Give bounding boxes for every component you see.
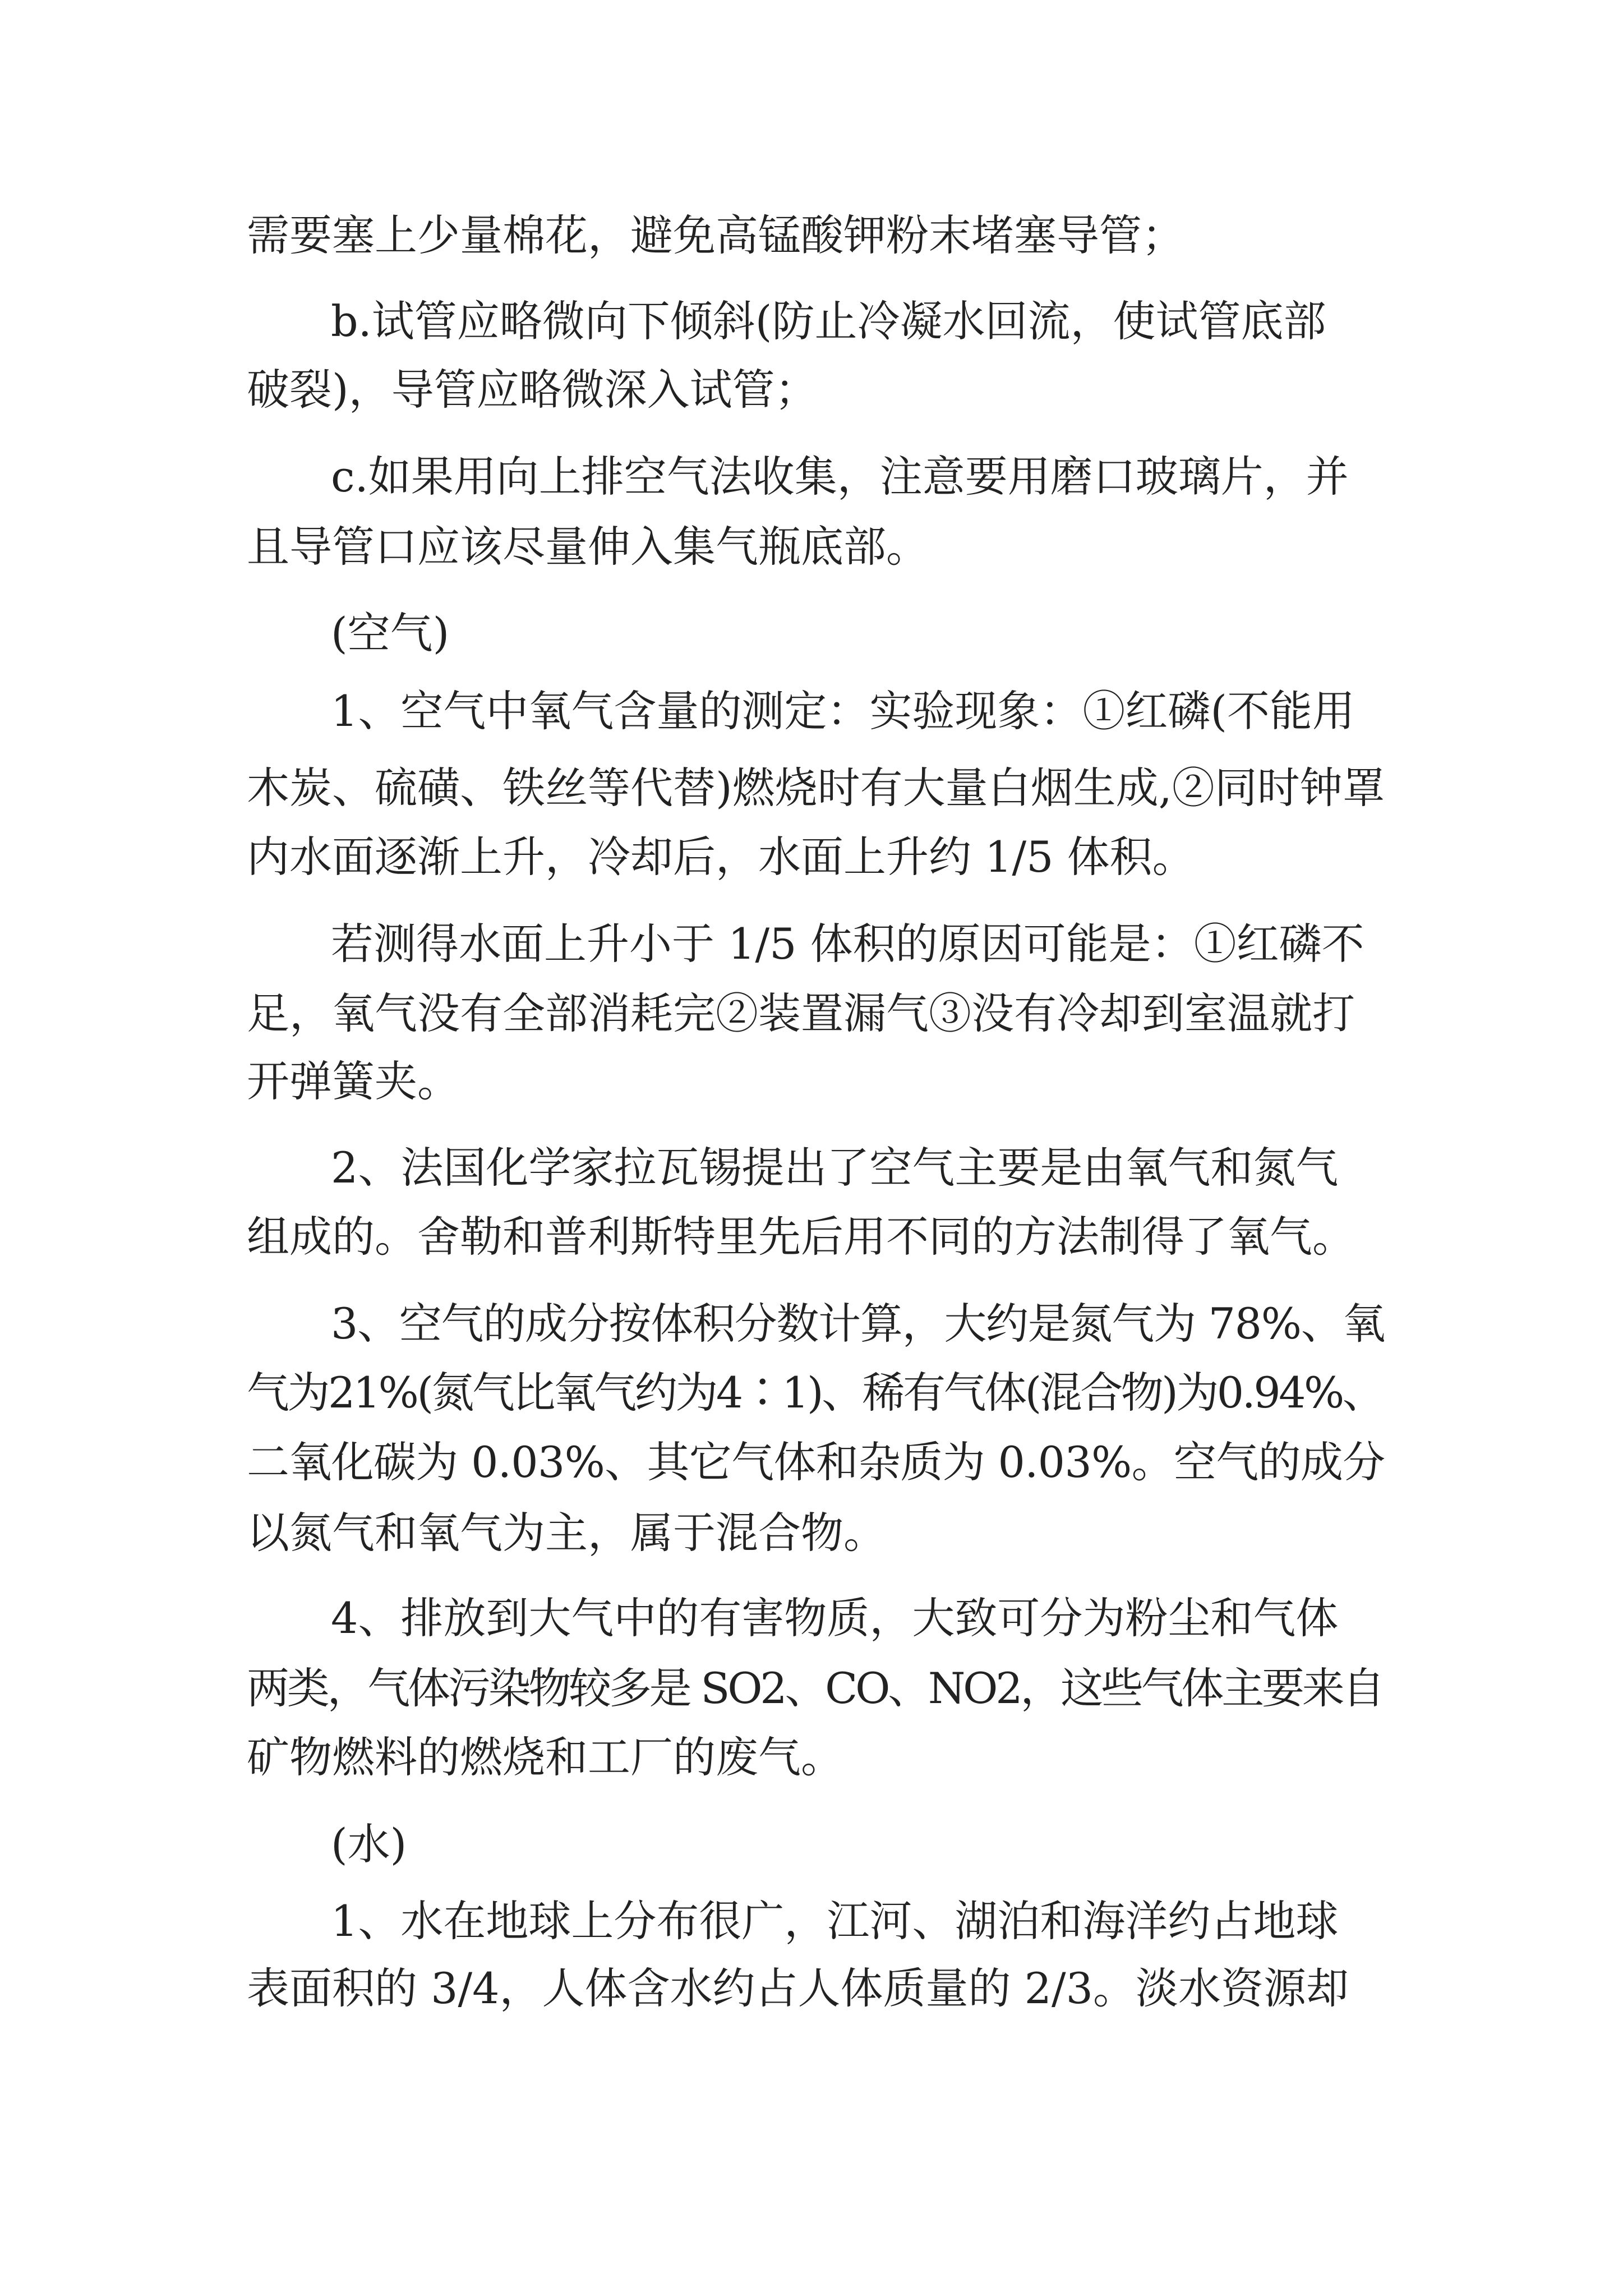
text-line: 木炭、硫磺、铁丝等代替)燃烧时有大量白烟生成,②同时钟罩 [247, 763, 1385, 813]
section-heading: (水) [331, 1819, 407, 1869]
text-line: 需要塞上少量棉花，避免高锰酸钾粉末堵塞导管； [247, 210, 1184, 260]
text-line: 且导管口应该尽量伸入集气瓶底部。 [247, 522, 929, 572]
text-line: 内水面逐渐上升，冷却后，水面上升约 1/5 体积。 [247, 832, 1195, 882]
text-line: 破裂)，导管应略微深入试管； [247, 365, 818, 415]
text-line: 开弹簧夹。 [247, 1056, 460, 1106]
text-line: 两类，气体污染物较多是 SO2、CO、NO2，这些气体主要来自 [247, 1663, 1383, 1713]
text-line: 表面积的 3/4，人体含水约占人体质量的 2/3。淡水资源却 [247, 1963, 1349, 2013]
text-line: 3、空气的成分按体积分数计算，大约是氮气为 78%、氧 [331, 1299, 1385, 1349]
text-line: 足，氧气没有全部消耗完②装置漏气③没有冷却到室温就打 [247, 988, 1355, 1038]
text-line: c.如果用向上排空气法收集，注意要用磨口玻璃片，并 [331, 452, 1349, 501]
text-line: 以氮气和氧气为主，属于混合物。 [247, 1508, 886, 1558]
text-line: 矿物燃料的燃烧和工厂的废气。 [247, 1732, 843, 1782]
text-line: 组成的。舍勒和普利斯特里先后用不同的方法制得了氧气。 [247, 1212, 1355, 1262]
text-line: 1、水在地球上分布很广，江河、湖泊和海洋约占地球 [331, 1896, 1339, 1946]
text-line: b.试管应略微向下倾斜(防止冷凝水回流，使试管底部 [331, 296, 1326, 346]
text-line: 二氧化碳为 0.03%、其它气体和杂质为 0.03%。空气的成分 [247, 1437, 1385, 1487]
text-line: 2、法国化学家拉瓦锡提出了空气主要是由氧气和氮气 [331, 1143, 1339, 1193]
text-line: 4、排放到大气中的有害物质，大致可分为粉尘和气体 [331, 1593, 1339, 1643]
section-heading: (空气) [331, 608, 450, 658]
text-line: 若测得水面上升小于 1/5 体积的原因可能是：①红磷不 [331, 919, 1364, 969]
text-line: 1、空气中氧气含量的测定：实验现象：①红磷(不能用 [331, 686, 1355, 736]
text-line: 气为21%(氮气比氧气约为4∶1)、稀有气体(混合物)为0.94%、 [247, 1368, 1384, 1418]
